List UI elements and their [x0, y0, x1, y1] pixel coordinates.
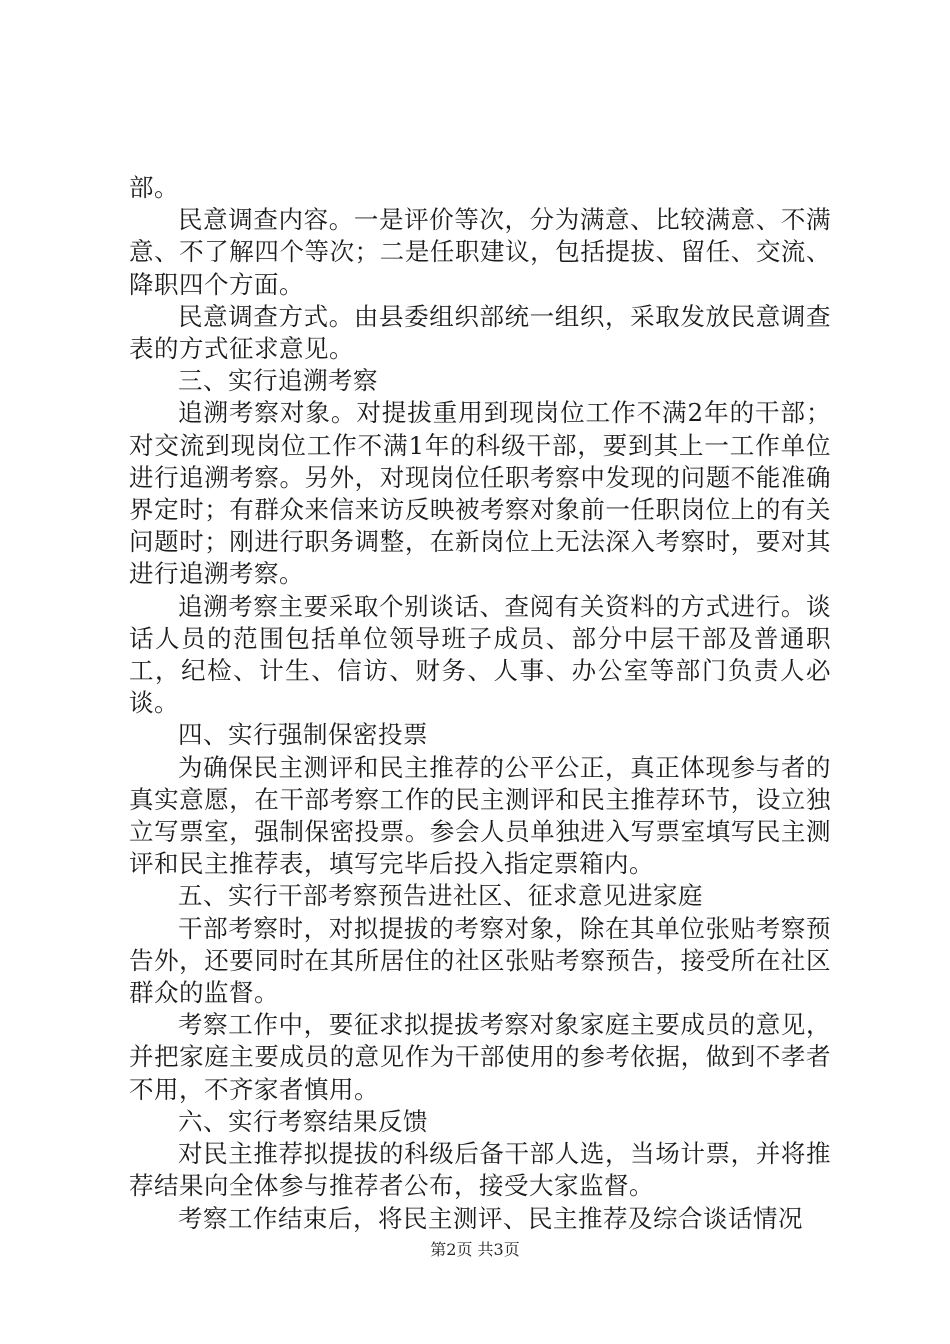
paragraph: 考察工作中，要征求拟提拔考察对象家庭主要成员的意见，并把家庭主要成员的意见作为干部使用的参考依据，做到不孝者不用，不齐家者慎用。: [129, 1010, 831, 1104]
section-heading: 三、实行追溯考察: [178, 366, 378, 396]
section-heading: 四、实行强制保密投票: [178, 720, 428, 750]
paragraph: 考察工作结束后，将民主测评、民主推荐及综合谈话情况: [178, 1203, 803, 1233]
section-heading: 六、实行考察结果反馈: [178, 1106, 428, 1136]
paragraph: 民意调查内容。一是评价等次，分为满意、比较满意、不满意、不了解四个等次；二是任职建议，包括提拔、留任、交流、降职四个方面。: [129, 205, 831, 299]
paragraph: 追溯考察主要采取个别谈话、查阅有关资料的方式进行。谈话人员的范围包括单位领导班子成员、部分中层干部及普通职工，纪检、计生、信访、财务、人事、办公室等部门负责人必谈。: [129, 591, 831, 718]
page-number-footer: 第2页 共3页: [430, 1240, 520, 1259]
paragraph: 对民主推荐拟提拔的科级后备干部人选，当场计票，并将推荐结果向全体参与推荐者公布，接受大家监督。: [129, 1139, 831, 1201]
section-heading: 五、实行干部考察预告进社区、征求意见进家庭: [178, 881, 703, 911]
paragraph: 部。: [129, 173, 179, 202]
document-body: [129, 172, 831, 1235]
paragraph: 民意调查方式。由县委组织部统一组织，采取发放民意调查表的方式征求意见。: [129, 301, 831, 364]
paragraph: 干部考察时，对拟提拔的考察对象，除在其单位张贴考察预告外，还要同时在其所居住的社区张贴考察预告，接受所在社区群众的监督。: [129, 913, 831, 1008]
paragraph: 为确保民主测评和民主推荐的公平公正，真正体现参与者的真实意愿，在干部考察工作的民主测评和民主推荐环节，设立独立写票室，强制保密投票。参会人员单独进入写票室填写民主测评和民主推荐表，填写完毕后投入指定票箱内。: [129, 752, 831, 879]
paragraph: 追溯考察对象。对提拔重用到现岗位工作不满2年的干部；对交流到现岗位工作不满1年的科级干部，要到其上一工作单位进行追溯考察。另外，对现岗位任职考察中发现的问题不能准确界定时；有群众来信来访反映被考察对象前一任职岗位上的有关问题时；刚进行职务调整，在新岗位上无法深入考察时，要对其进行追溯考察。: [129, 398, 831, 589]
